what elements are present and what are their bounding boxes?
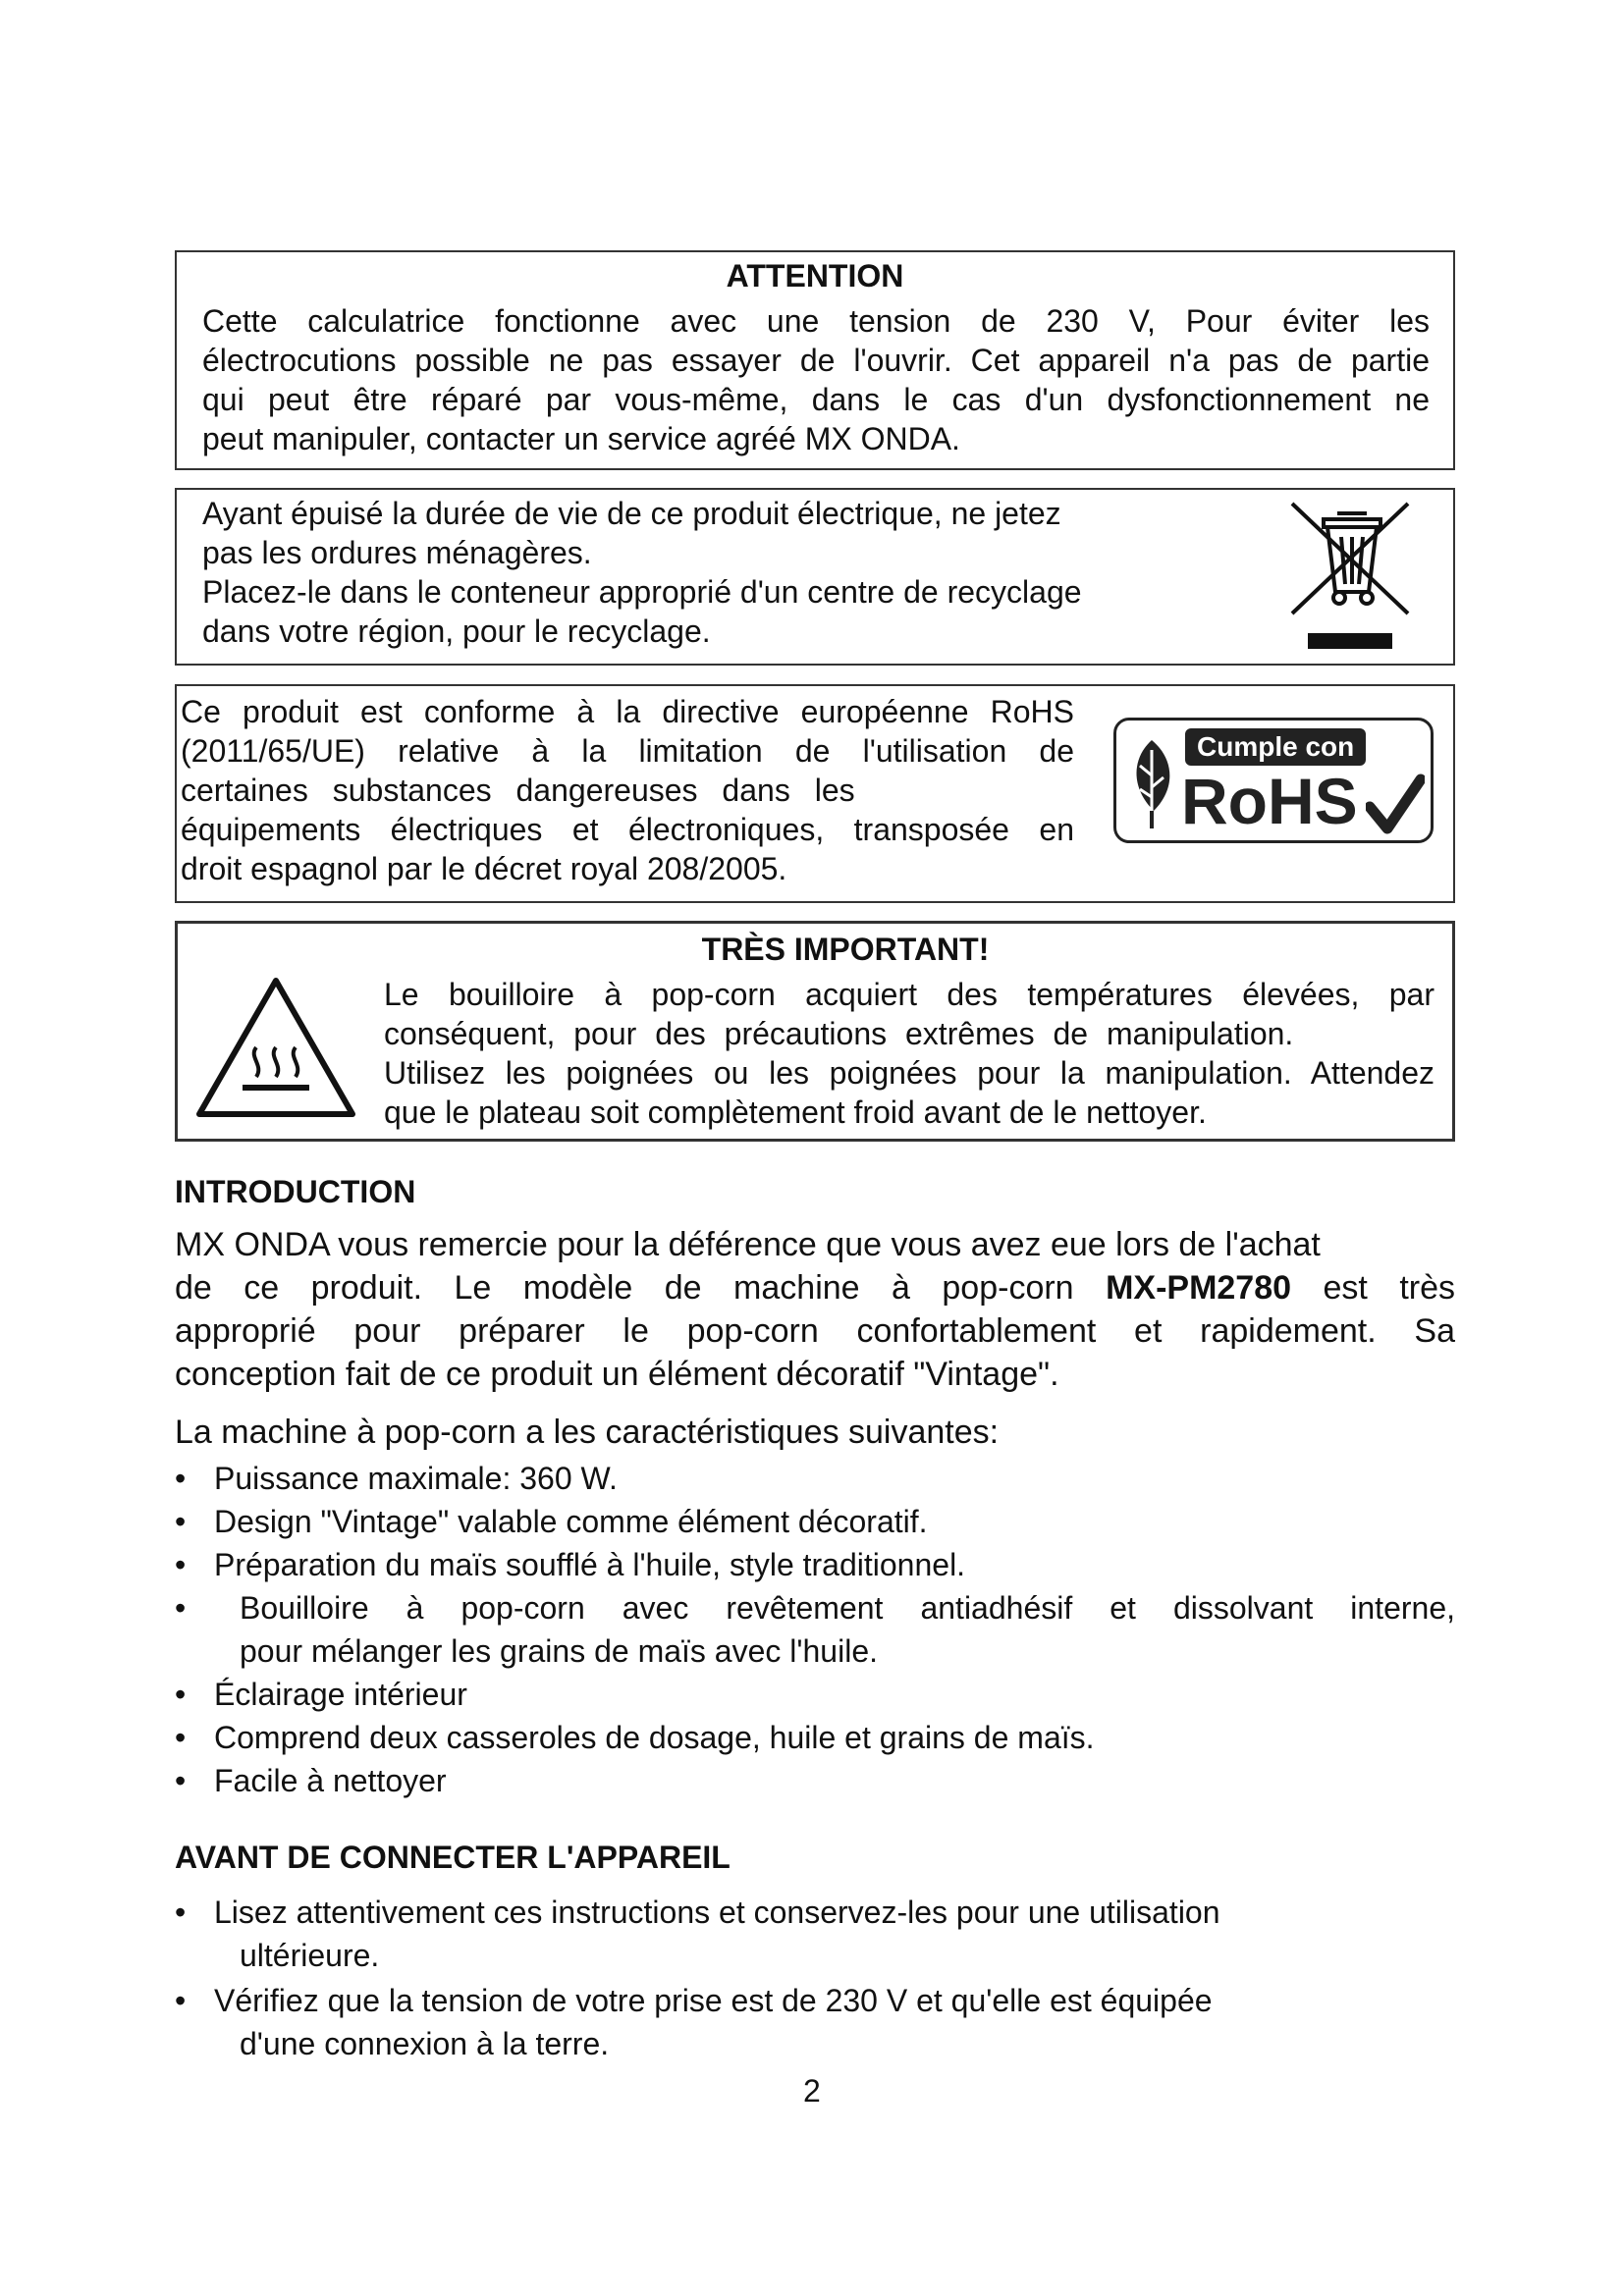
intro-line-3: approprié pour préparer le pop-corn confortablement et rapidement. Sa — [175, 1312, 1455, 1350]
intro-line-2-post: est très — [1323, 1269, 1455, 1307]
bullet-icon: • — [175, 1677, 187, 1712]
introduction-heading: INTRODUCTION — [175, 1174, 416, 1209]
recycle-box — [175, 488, 1455, 666]
rohs-line-5: droit espagnol par le décret royal 208/2005. — [181, 851, 787, 886]
important-box — [175, 921, 1455, 1142]
bullet-icon: • — [175, 1983, 187, 2018]
intro-line-2-pre: de ce produit. Le modèle de machine à pop-corn — [175, 1269, 1074, 1307]
feature-item: • Comprend deux casseroles de dosage, huile et grains de maïs. — [175, 1716, 1455, 1759]
feature-item: • Préparation du maïs soufflé à l'huile, style traditionnel. — [175, 1543, 1455, 1586]
attention-line-4: peut manipuler, contacter un service agréé MX ONDA. — [202, 421, 960, 456]
intro-line-4: conception fait de ce produit un élément décoratif "Vintage". — [175, 1356, 1059, 1393]
bullet-icon: • — [175, 1720, 187, 1755]
attention-box — [175, 250, 1455, 470]
feature-item: • Design "Vintage" valable comme élément décoratif. — [175, 1500, 1455, 1543]
features-intro: La machine à pop-corn a les caractéristiques suivantes: — [175, 1414, 1000, 1451]
important-line-4: que le plateau soit complètement froid avant de le nettoyer. — [384, 1095, 1207, 1130]
feature-item: • Bouilloire à pop-corn avec revêtement antiadhésif et dissolvant interne, — [175, 1586, 1455, 1629]
before-item-continued: ultérieure. — [240, 1938, 380, 1973]
important-title: TRÈS IMPORTANT! — [701, 932, 990, 967]
bullet-icon: • — [175, 1590, 187, 1626]
important-line-2: conséquent, pour des précautions extrêmes de manipulation. — [384, 1016, 1294, 1051]
recycle-line-4: dans votre région, pour le recyclage. — [202, 614, 711, 649]
recycle-line-1: Ayant épuisé la durée de vie de ce produit électrique, ne jetez — [202, 496, 1061, 531]
rohs-line-4: équipements électriques et électroniques, transposée en — [181, 812, 1074, 847]
rohs-badge-top: Cumple con — [1185, 728, 1366, 766]
feature-item-continued: pour mélanger les grains de maïs avec l'huile. — [240, 1633, 878, 1669]
feature-item: • Facile à nettoyer — [175, 1759, 1455, 1802]
bullet-icon: • — [175, 1461, 187, 1496]
rohs-line-3: certaines substances dangereuses dans les — [181, 773, 855, 808]
intro-line-1: MX ONDA vous remercie pour la déférence que vous avez eue lors de l'achat — [175, 1226, 1321, 1263]
bullet-icon: • — [175, 1547, 187, 1582]
important-line-3: Utilisez les poignées ou les poignées pour la manipulation. Attendez — [384, 1055, 1435, 1091]
crossed-bin-icon — [1286, 498, 1414, 655]
feature-item: • Éclairage intérieur — [175, 1673, 1455, 1716]
checkmark-icon — [1366, 774, 1425, 834]
before-item: • Lisez attentivement ces instructions et conservez-les pour une utilisation — [175, 1891, 1455, 1934]
model-number: MX-PM2780 — [1106, 1269, 1292, 1307]
important-line-1: Le bouilloire à pop-corn acquiert des températures élevées, par — [384, 977, 1435, 1012]
bullet-icon: • — [175, 1763, 187, 1798]
rohs-badge-main: RoHS — [1181, 765, 1358, 837]
leaf-icon — [1124, 736, 1179, 830]
bullet-icon: • — [175, 1504, 187, 1539]
rohs-badge — [1113, 718, 1434, 843]
feature-item: • Puissance maximale: 360 W. — [175, 1457, 1455, 1500]
rohs-box — [175, 684, 1455, 903]
before-item-continued: d'une connexion à la terre. — [240, 2026, 610, 2061]
rohs-line-1: Ce produit est conforme à la directive européenne RoHS — [181, 694, 1074, 729]
hot-surface-warning-icon — [191, 973, 360, 1122]
page-number: 2 — [803, 2073, 821, 2109]
recycle-line-3: Placez-le dans le conteneur approprié d'un centre de recyclage — [202, 574, 1082, 610]
before-connecting-heading: AVANT DE CONNECTER L'APPAREIL — [175, 1840, 731, 1875]
rohs-line-2: (2011/65/UE) relative à la limitation de l'utilisation de — [181, 733, 1074, 769]
attention-line-3: qui peut être réparé par vous-même, dans le cas d'un dysfonctionnement ne — [202, 382, 1430, 417]
attention-line-2: électrocutions possible ne pas essayer de l'ouvrir. Cet appareil n'a pas de partie — [202, 343, 1430, 378]
recycle-line-2: pas les ordures ménagères. — [202, 535, 592, 570]
attention-line-1: Cette calculatrice fonctionne avec une tension de 230 V, Pour éviter les — [202, 303, 1430, 339]
bullet-icon: • — [175, 1895, 187, 1930]
before-item: • Vérifiez que la tension de votre prise est de 230 V et qu'elle est équipée — [175, 1979, 1455, 2022]
intro-line-2 — [175, 1266, 1455, 1309]
attention-title: ATTENTION — [726, 258, 904, 294]
